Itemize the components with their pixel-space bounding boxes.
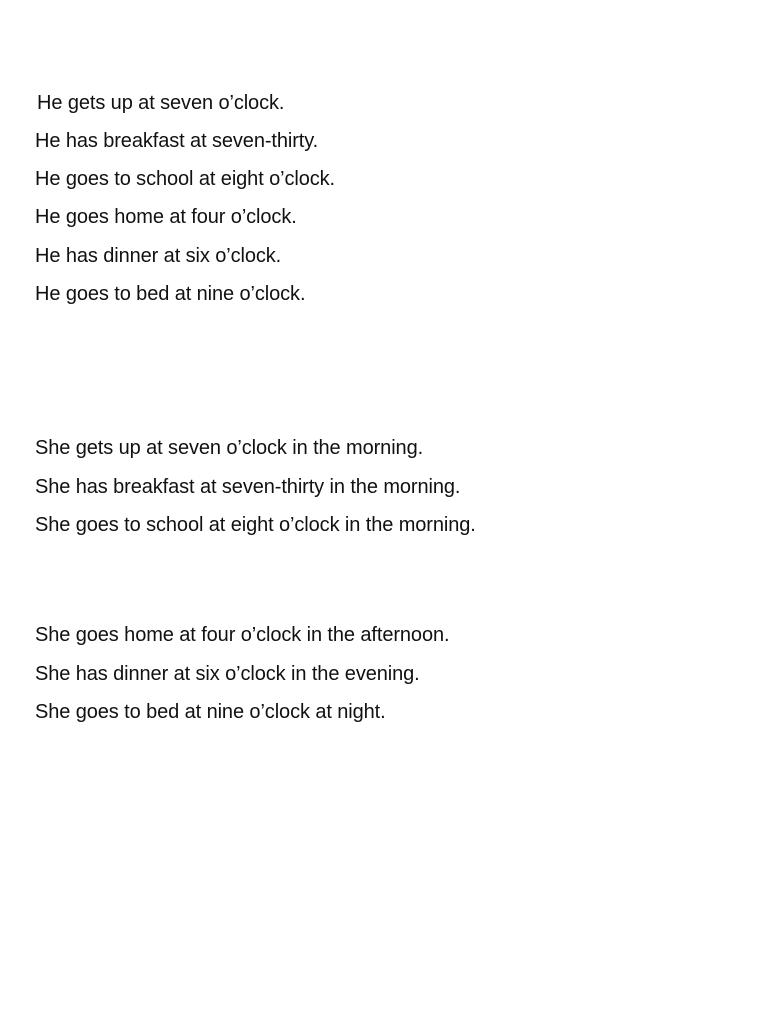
text-line: She goes home at four o’clock in the afternoon. [35,624,450,646]
text-line: He has breakfast at seven-thirty. [35,130,319,152]
text-line: He goes to school at eight o’clock. [35,168,336,190]
text-line: She has dinner at six o’clock in the evening. [35,663,420,685]
text-line: He goes to bed at nine o’clock. [35,283,306,305]
text-line: She goes to school at eight o’clock in the morning. [35,514,476,536]
text-line: She has breakfast at seven-thirty in the morning. [35,476,461,498]
text-line: She gets up at seven o’clock in the morning. [35,437,424,459]
text-line: He goes home at four o’clock. [35,206,297,228]
text-line: He gets up at seven o’clock. [37,92,285,114]
text-line: She goes to bed at nine o’clock at night. [35,701,386,723]
text-line: He has dinner at six o’clock. [35,245,282,267]
